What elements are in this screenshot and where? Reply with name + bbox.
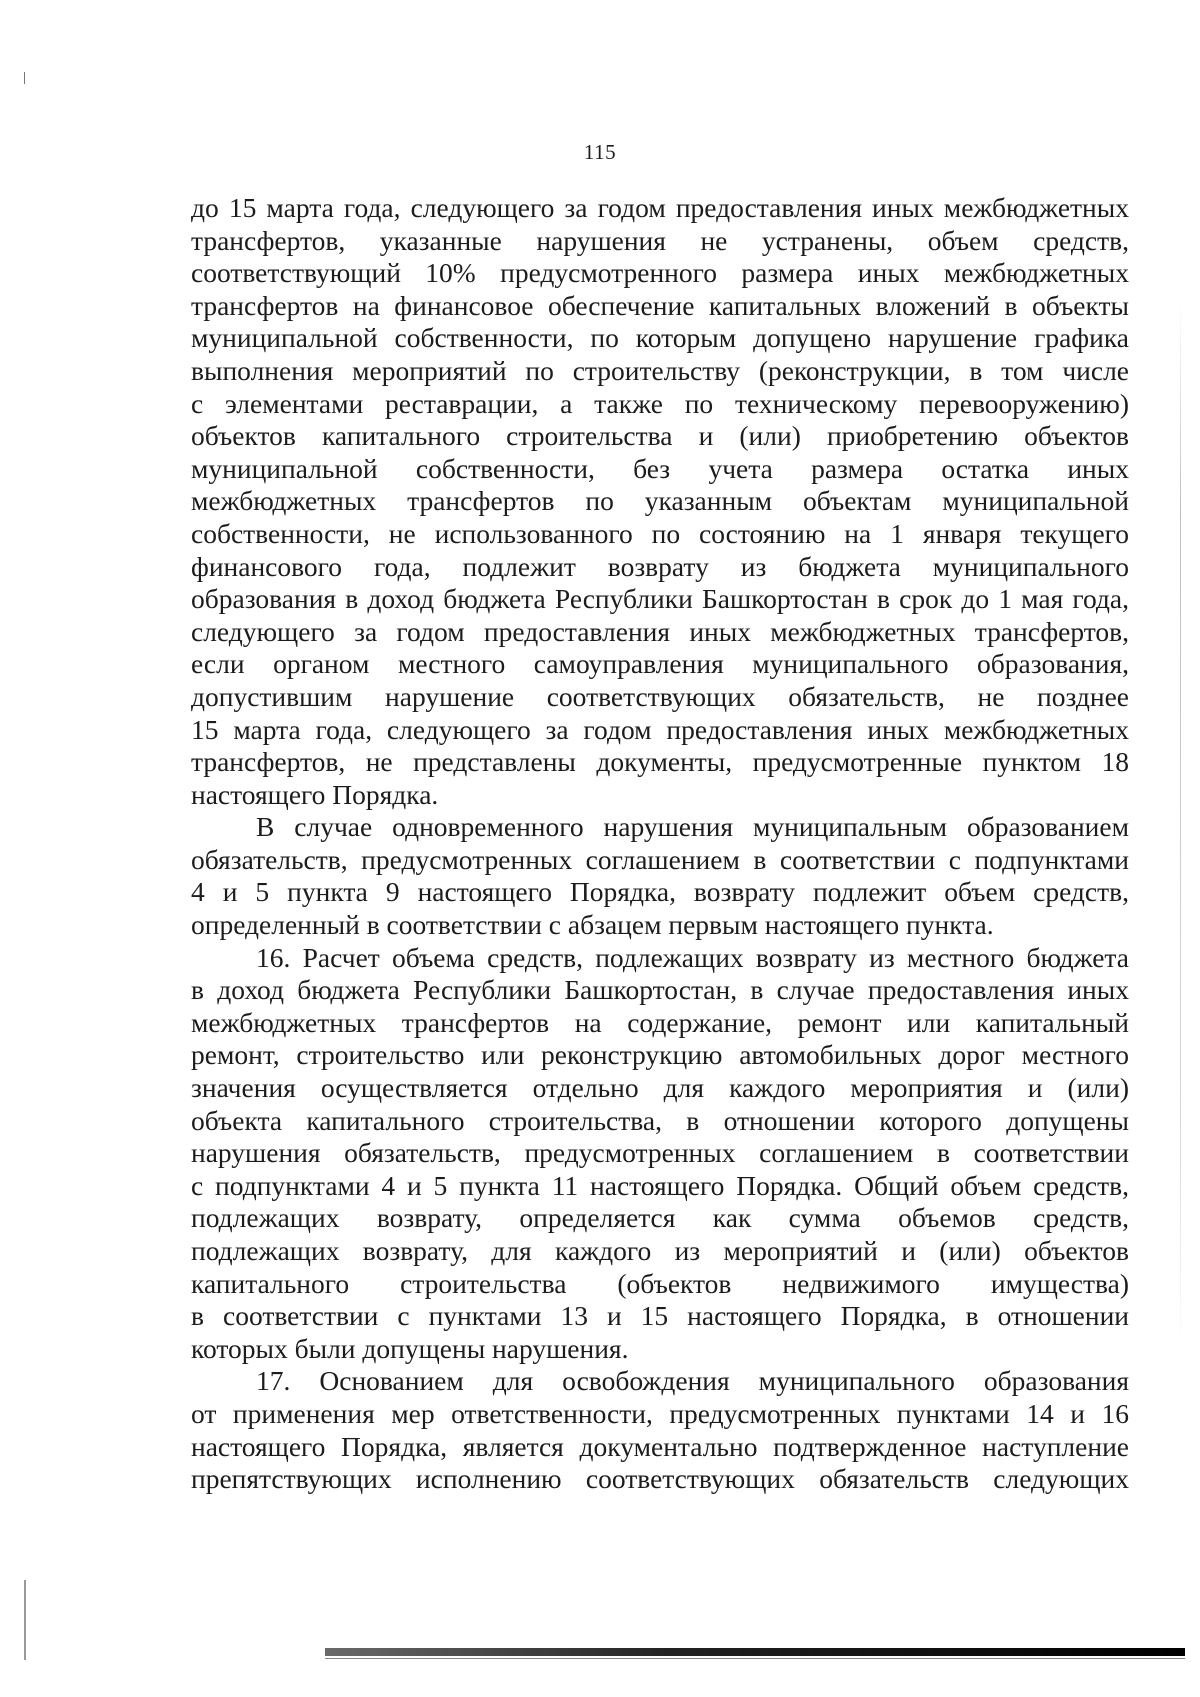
- text-line: образования в доход бюджета Республики Башкортостан в срок до 1 мая года,: [191, 583, 1129, 615]
- scan-artifact-edge: [24, 1580, 26, 1660]
- document-body: [191, 192, 1129, 1496]
- text-line: подлежащих возврату, для каждого из мероприятий и (или) объектов: [191, 1235, 1129, 1266]
- text-line: обязательств, предусмотренных соглашением в соответствии с подпунктами: [191, 843, 1129, 875]
- text-line: если органом местного самоуправления муниципального образования,: [191, 648, 1129, 680]
- text-line: препятствующих исполнению соответствующих обязательств следующих: [191, 1463, 1129, 1495]
- text-line: межбюджетных трансфертов по указанным объектам муниципальной: [191, 485, 1129, 517]
- text-line: выполнения мероприятий по строительству (реконструкции, в том числе: [191, 354, 1129, 386]
- text-line: настоящего Порядка.: [191, 778, 439, 810]
- text-line: от применения мер ответственности, предусмотренных пунктами 14 и 16: [191, 1397, 1129, 1429]
- text-line: которых были допущены нарушения.: [191, 1332, 629, 1364]
- text-line: 4 и 5 пункта 9 настоящего Порядка, возврату подлежит объем средств,: [191, 876, 1129, 908]
- text-line: объектов капитального строительства и (или) приобретению объектов: [191, 420, 1129, 452]
- text-line: следующего за годом предоставления иных межбюджетных трансфертов,: [191, 615, 1129, 647]
- text-line: допустившим нарушение соответствующих обязательств, не позднее: [191, 680, 1129, 712]
- text-line: ремонт, строительство или реконструкцию автомобильных дорог местного: [191, 1039, 1129, 1071]
- scan-artifact-mark: [24, 72, 25, 84]
- text-line: муниципальной собственности, по которым допущено нарушение графика: [191, 322, 1129, 354]
- text-line: собственности, не использованного по состоянию на 1 января текущего: [191, 517, 1129, 549]
- text-line: с подпунктами 4 и 5 пункта 11 настоящего Порядка. Общий объем средств,: [191, 1169, 1129, 1201]
- page-number: 115: [583, 140, 617, 164]
- scan-bottom-rule-thin: [325, 1658, 1185, 1659]
- text-line: 17. Основанием для освобождения муниципального образования: [256, 1365, 1129, 1397]
- text-line: финансового года, подлежит возврату из бюджета муниципального: [191, 550, 1129, 582]
- text-line: муниципальной собственности, без учета размера остатка иных: [191, 452, 1129, 484]
- text-line: капитального строительства (объектов недвижимого имущества): [191, 1267, 1129, 1299]
- text-line: определенный в соответствии с абзацем первым настоящего пункта.: [191, 909, 994, 941]
- scan-artifact-fold: [1180, 300, 1181, 1350]
- text-line: с элементами реставрации, а также по техническому перевооружению): [191, 387, 1129, 419]
- text-line: 15 марта года, следующего за годом предоставления иных межбюджетных: [191, 713, 1129, 745]
- text-line: подлежащих возврату, определяется как сумма объемов средств,: [191, 1202, 1129, 1234]
- text-line: в соответствии с пунктами 13 и 15 настоящего Порядка, в отношении: [191, 1300, 1129, 1332]
- text-line: трансфертов, указанные нарушения не устранены, объем средств,: [191, 224, 1129, 256]
- text-line: В случае одновременного нарушения муниципальным образованием: [256, 811, 1129, 843]
- text-line: нарушения обязательств, предусмотренных соглашением в соответствии: [191, 1137, 1129, 1169]
- text-line: соответствующий 10% предусмотренного размера иных межбюджетных: [191, 257, 1129, 289]
- text-line: до 15 марта года, следующего за годом предоставления иных межбюджетных: [191, 192, 1129, 223]
- text-line: 16. Расчет объема средств, подлежащих возврату из местного бюджета: [256, 941, 1129, 973]
- text-line: значения осуществляется отдельно для каждого мероприятия и (или): [191, 1072, 1129, 1104]
- scan-bottom-rule: [325, 1648, 1185, 1656]
- text-line: в доход бюджета Республики Башкортостан, в случае предоставления иных: [191, 974, 1129, 1006]
- text-line: трансфертов на финансовое обеспечение капитальных вложений в объекты: [191, 289, 1129, 321]
- text-line: объекта капитального строительства, в отношении которого допущены: [191, 1104, 1129, 1136]
- text-line: трансфертов, не представлены документы, предусмотренные пунктом 18: [191, 746, 1129, 778]
- text-line: межбюджетных трансфертов на содержание, ремонт или капитальный: [191, 1006, 1129, 1038]
- text-line: настоящего Порядка, является документально подтвержденное наступление: [191, 1430, 1129, 1462]
